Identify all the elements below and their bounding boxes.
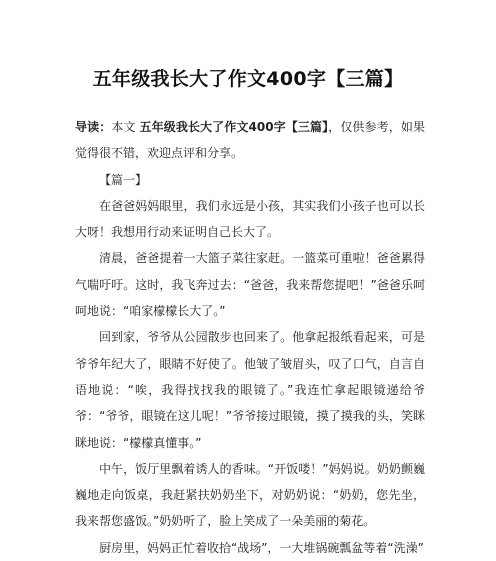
article-title: 五年级我长大了作文400字【三篇】 — [92, 68, 404, 90]
paragraph-1: 在爸爸妈妈眼里，我们永远是小孩，其实我们小孩子也可以长大呀！我想用行动来证明自己长大了。 — [75, 198, 425, 240]
section-heading: 【篇一】 — [99, 172, 148, 187]
paragraph-2: 清晨，爸爸提着一大篮子菜往家赶。一篮菜可重啦！爸爸累得气喘吁吁。这时，我飞奔过去：“爸爸，我来帮您提吧！”爸爸乐呵呵地说：“咱家檬檬长大了。” — [75, 251, 425, 319]
intro-paragraph — [75, 114, 425, 167]
paragraph-5: 厨房里，妈妈正忙着收拾“战场”，一大堆锅碗瓢盆等着“洗澡” — [99, 540, 424, 555]
article-body — [75, 114, 425, 561]
intro-prefix: 本文 — [111, 120, 140, 134]
intro-suffix: ，仅供参考，如果觉得很不错，欢迎点评和分享。 — [75, 120, 425, 161]
intro-article-title: 五年级我长大了作文400字【三篇】 — [139, 120, 329, 134]
paragraph-4: 中午，饭厅里飘着诱人的香味。“开饭喽！”妈妈说。奶奶颤巍巍地走向饭桌，我赶紧扶奶奶坐下，对奶奶说：“奶奶，您先坐，我来帮您盛饭。”奶奶听了，脸上笑成了一朵美丽的菊花。 — [75, 461, 425, 529]
paragraph-3: 回到家，爷爷从公园散步也回来了。他拿起报纸看起来，可是爷爷年纪大了，眼睛不好使了。他皱了皱眉头，叹了口气，自言自语地说：“唉，我得找找我的眼镜了。”我连忙拿起眼镜递给爷爷：“爷爷，眼镜在这儿呢！”爷爷接过眼镜，摸了摸我的头，笑眯眯地说：“檬檬真懂事。” — [75, 330, 425, 450]
intro-label: 导读： — [75, 120, 112, 134]
